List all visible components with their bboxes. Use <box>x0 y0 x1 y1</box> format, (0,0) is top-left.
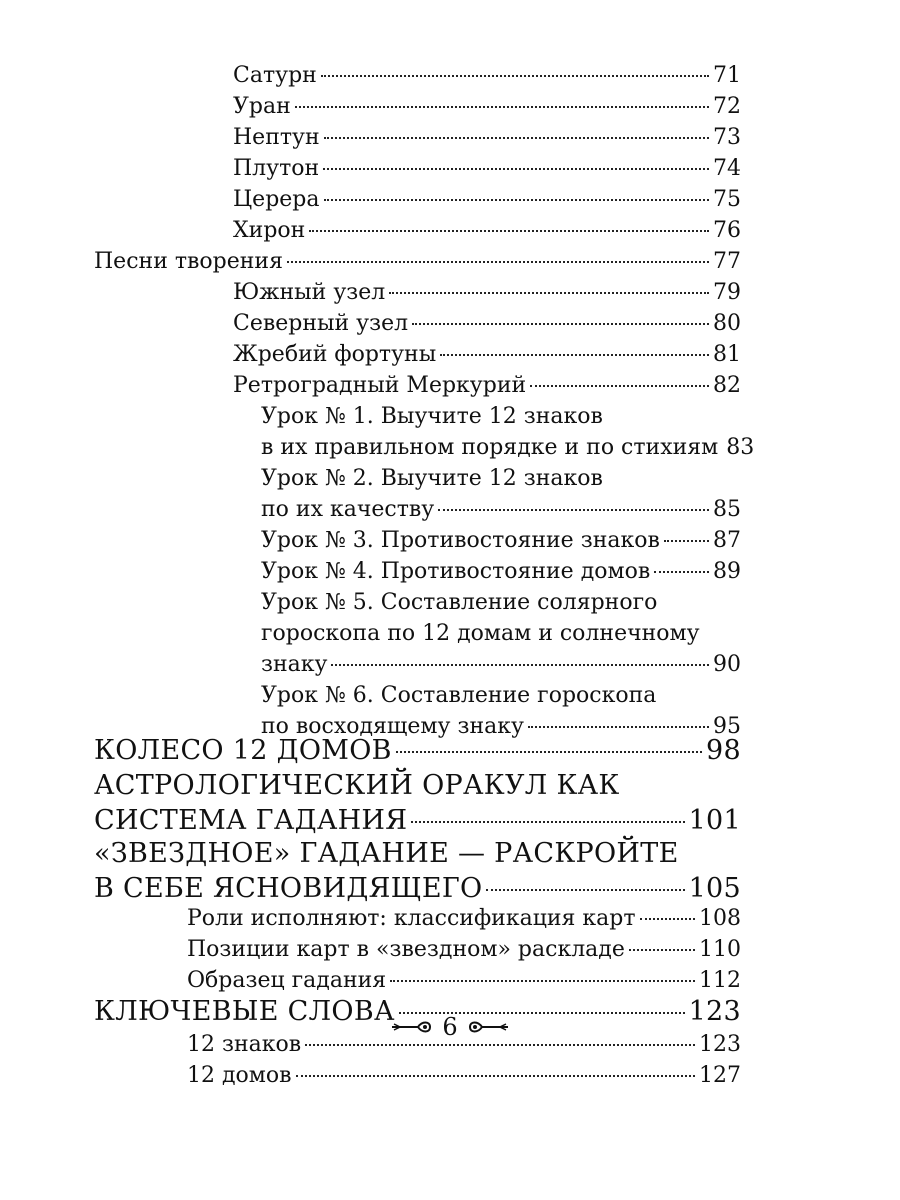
toc-entry-lesson5-line1: Урок № 5. Составление солярного <box>261 590 658 615</box>
toc-entry-songs[interactable] <box>94 246 741 277</box>
toc-leader-dots <box>324 137 709 139</box>
toc-title: 12 знаков <box>187 1032 302 1057</box>
toc-chapter-wheel[interactable] <box>94 735 741 766</box>
toc-entry-south-node[interactable] <box>233 277 741 308</box>
toc-title: Урок № 4. Противостояние домов <box>261 559 651 584</box>
toc-page-number: 83 <box>726 435 755 460</box>
toc-title: по их качеству <box>261 497 435 522</box>
toc-page-number: 112 <box>699 968 741 993</box>
toc-entry-uranus[interactable] <box>233 91 741 122</box>
ornament-right-icon <box>466 1019 510 1035</box>
toc-entry-lesson5-line2: гороскопа по 12 домам и солнечному <box>261 621 700 646</box>
toc-leader-dots <box>640 918 695 920</box>
page-folio <box>0 1013 900 1041</box>
toc-leader-dots <box>654 571 709 573</box>
toc-page-number: 75 <box>713 187 741 212</box>
toc-page-number: 123 <box>688 996 741 1027</box>
toc-entry-sample[interactable] <box>187 965 741 996</box>
toc-leader-dots <box>295 106 709 108</box>
toc-leader-dots <box>305 1044 695 1046</box>
toc-entry-lesson4[interactable] <box>261 556 741 587</box>
toc-title: Плутон <box>233 156 320 181</box>
toc-page-number: 105 <box>688 873 741 904</box>
toc-page-number: 71 <box>713 63 741 88</box>
toc-leader-dots <box>321 75 709 77</box>
toc-page-number: 80 <box>713 311 741 336</box>
toc-title: Хирон <box>233 218 306 243</box>
toc-entry-pluto[interactable] <box>233 153 741 184</box>
toc-leader-dots <box>309 230 709 232</box>
toc-leader-dots <box>664 540 709 542</box>
toc-title: знаку <box>261 652 328 677</box>
toc-leader-dots <box>440 354 709 356</box>
toc-title: Уран <box>233 94 291 119</box>
toc-title: КОЛЕСО 12 ДОМОВ <box>94 735 392 766</box>
toc-leader-dots <box>331 664 709 666</box>
toc-title: Южный узел <box>233 280 386 305</box>
toc-page-number: 87 <box>713 528 741 553</box>
toc-title: Ретроградный Меркурий <box>233 373 527 398</box>
toc-page-number: 101 <box>688 805 741 836</box>
toc-leader-dots <box>324 199 709 201</box>
toc-leader-dots <box>530 385 709 387</box>
toc-entry-chiron[interactable] <box>233 215 741 246</box>
toc-entry-houses12[interactable] <box>187 1060 741 1091</box>
toc-entry-saturn[interactable] <box>233 60 741 91</box>
toc-chapter-oracle-line1: АСТРОЛОГИЧЕСКИЙ ОРАКУЛ КАК <box>94 770 620 801</box>
toc-entry-lesson2[interactable] <box>261 494 741 525</box>
toc-entry-ceres[interactable] <box>233 184 741 215</box>
toc-entry-fortune[interactable] <box>233 339 741 370</box>
ornament-left-icon <box>390 1019 434 1035</box>
toc-entry-lesson1-line1: Урок № 1. Выучите 12 знаков <box>261 404 603 429</box>
toc-entry-lesson1[interactable] <box>261 432 755 463</box>
toc-page-number: 72 <box>713 94 741 119</box>
toc-entry-lesson6-line1: Урок № 6. Составление гороскопа <box>261 683 657 708</box>
toc-title: Позиции карт в «звездном» раскладе <box>187 937 625 962</box>
toc-entry-retro-mercury[interactable] <box>233 370 741 401</box>
toc-leader-dots <box>390 980 695 982</box>
toc-title: СИСТЕМА ГАДАНИЯ <box>94 805 408 836</box>
page-number: 6 <box>442 1013 458 1041</box>
toc-leader-dots <box>528 726 709 728</box>
toc-entry-positions[interactable] <box>187 934 741 965</box>
toc-title: Северный узел <box>233 311 409 336</box>
toc-page-number: 79 <box>713 280 741 305</box>
toc-chapter-star-line1: «ЗВЕЗДНОЕ» ГАДАНИЕ — РАСКРОЙТЕ <box>94 838 679 869</box>
toc-page-number: 108 <box>699 906 741 931</box>
toc-page-number: 89 <box>713 559 741 584</box>
toc-entry-lesson2-line1: Урок № 2. Выучите 12 знаков <box>261 466 603 491</box>
toc-title: Сатурн <box>233 63 317 88</box>
toc-chapter-star[interactable] <box>94 873 741 904</box>
toc-title: в их правильном порядке и по стихиям <box>261 435 719 460</box>
toc-title: Церера <box>233 187 320 212</box>
toc-entry-north-node[interactable] <box>233 308 741 339</box>
toc-entry-lesson5[interactable] <box>261 649 741 680</box>
toc-leader-dots <box>323 168 709 170</box>
toc-page-number: 76 <box>713 218 741 243</box>
toc-title: 12 домов <box>187 1063 292 1088</box>
toc-page-number: 110 <box>699 937 741 962</box>
toc-title: Нептун <box>233 125 320 150</box>
toc-page-number: 82 <box>713 373 741 398</box>
toc-leader-dots <box>287 261 709 263</box>
toc-page-number: 73 <box>713 125 741 150</box>
toc-page-number: 74 <box>713 156 741 181</box>
toc-leader-dots <box>396 751 702 753</box>
toc-title: КЛЮЧЕВЫЕ СЛОВА <box>94 996 395 1027</box>
toc-page-number: 123 <box>699 1032 741 1057</box>
toc-leader-dots <box>629 949 695 951</box>
toc-leader-dots <box>486 889 684 891</box>
toc-page-number: 98 <box>706 735 741 766</box>
toc-title: В СЕБЕ ЯСНОВИДЯЩЕГО <box>94 873 483 904</box>
toc-leader-dots <box>389 292 709 294</box>
toc-leader-dots <box>411 821 684 823</box>
toc-title: Образец гадания <box>187 968 387 993</box>
toc-title: Роли исполняют: классификация карт <box>187 906 636 931</box>
toc-leader-dots <box>438 509 709 511</box>
toc-page-number: 127 <box>699 1063 741 1088</box>
toc-page-number: 85 <box>713 497 741 522</box>
toc-page-number: 95 <box>713 714 741 739</box>
toc-page-number: 81 <box>713 342 741 367</box>
toc-leader-dots <box>412 323 709 325</box>
toc-entry-lesson3[interactable] <box>261 525 741 556</box>
toc-page-number: 77 <box>713 249 741 274</box>
toc-title: по восходящему знаку <box>261 714 524 739</box>
toc-title: Песни творения <box>94 249 283 274</box>
toc-title: Урок № 3. Противостояние знаков <box>261 528 660 553</box>
toc-title: Жребий фортуны <box>233 342 437 367</box>
toc-page-number: 90 <box>713 652 741 677</box>
toc-entry-roles[interactable] <box>187 903 741 934</box>
toc-leader-dots <box>296 1075 695 1077</box>
toc-entry-neptune[interactable] <box>233 122 741 153</box>
toc-chapter-oracle[interactable] <box>94 805 741 836</box>
